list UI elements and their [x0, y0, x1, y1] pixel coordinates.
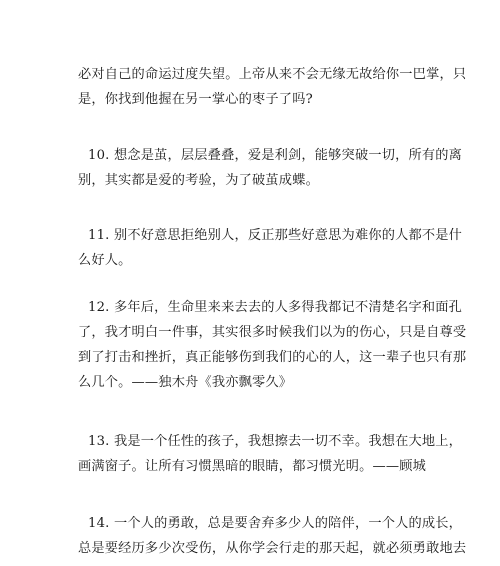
paragraph-item-12	[78, 295, 467, 395]
text-line: 了，我才明白一件事，其实很多时候我们以为的伤心，只是自尊受	[78, 325, 467, 340]
paragraph-continuation	[78, 62, 467, 112]
text-line: 是，你找到他握在另一掌心的枣子了吗?	[78, 92, 313, 107]
paragraph-item-11	[78, 223, 463, 273]
text-line: 到了打击和挫折，真正能够伤到我们的心的人，这一辈子也只有那	[78, 350, 467, 365]
text-line: 10. 想念是茧，层层叠叠，爱是利剑，能够突破一切，所有的离	[88, 148, 463, 163]
paragraph-item-10	[78, 143, 463, 193]
text-line: 画满窗子。让所有习惯黑暗的眼睛，都习惯光明。——顾城	[78, 459, 427, 474]
text-line: 别，其实都是爱的考验，为了破茧成蝶。	[78, 173, 319, 188]
text-line: 么好人。	[78, 253, 132, 268]
text-line: 必对自己的命运过度失望。上帝从来不会无缘无故给你一巴掌，只	[78, 67, 467, 82]
paragraph-item-13	[78, 429, 463, 479]
text-line: 14. 一个人的勇敢，总是要舍弃多少人的陪伴，一个人的成长，	[88, 516, 463, 531]
text-line: 么几个。——独木舟《我亦飘零久》	[78, 375, 293, 390]
text-line: 12. 多年后，生命里来来去去的人多得我都记不清楚名字和面孔	[88, 300, 463, 315]
text-line: 总是要经历多少次受伤，从你学会行走的那天起，就必须勇敢地去	[78, 541, 467, 556]
text-line: 11. 别不好意思拒绝别人，反正那些好意思为难你的人都不是什	[88, 228, 463, 243]
text-line: 13. 我是一个任性的孩子，我想擦去一切不幸。我想在大地上，	[88, 434, 463, 449]
paragraph-item-14	[78, 511, 467, 561]
